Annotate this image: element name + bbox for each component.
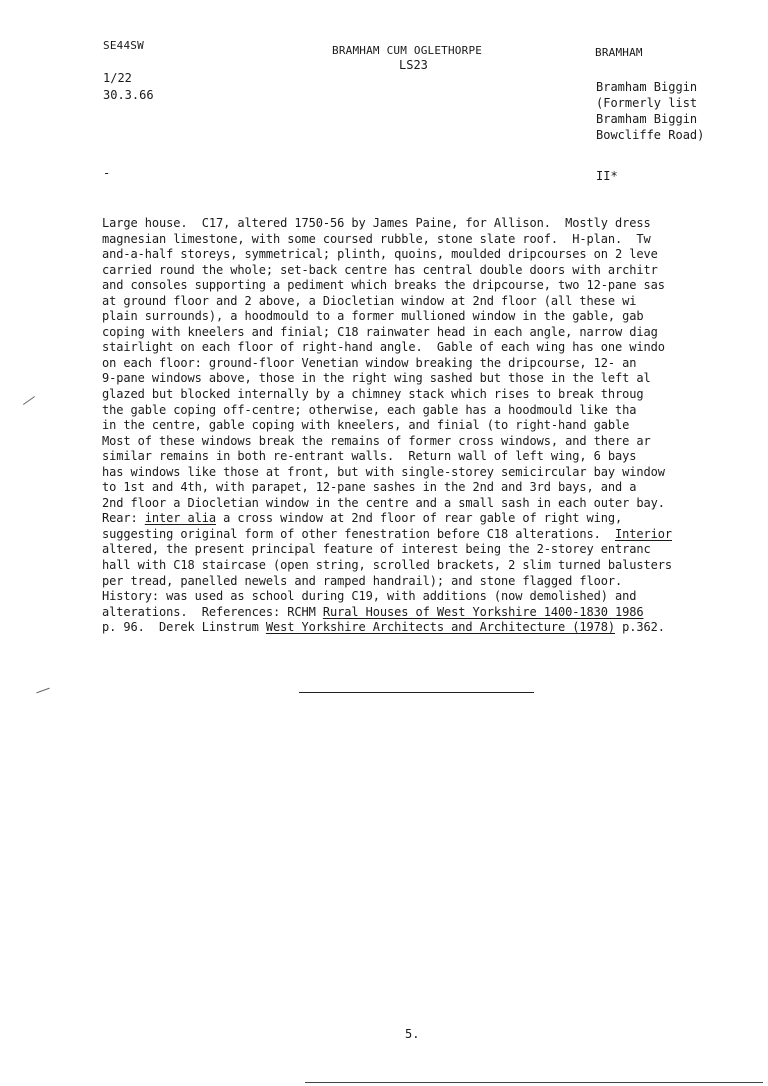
body-line: stairlight on each floor of right-hand angle. Gable of each wing has one windo [102,340,665,355]
body-line: 2nd floor a Diocletian window in the centre and a small sash in each outer bay. [102,495,665,510]
locality-name: BRAMHAM [595,46,643,59]
body-line: Large house. C17, altered 1750-56 by James Paine, for Allison. Mostly dress [102,216,651,230]
body-line: suggesting original form of other fenestration before C18 alterations. [102,526,615,541]
reference-title-rural-houses: Rural Houses of West Yorkshire 1400-1830 1986 [322,604,644,619]
body-line: hall with C18 staircase (open string, scrolled brackets, 2 slim turned balusters [102,558,672,573]
body-line: Rear: [102,511,145,526]
description-body [102,216,732,636]
body-line: the gable coping off-centre; otherwise, each gable has a hoodmould like tha [102,402,637,417]
body-line: carried round the whole; set-back centre has central double doors with architr [102,262,658,277]
address-line-2: (Formerly list [596,96,698,110]
body-line: to 1st and 4th, with parapet, 12-pane sashes in the 2nd and 3rd bays, and a [102,480,637,495]
body-line: glazed but blocked internally by a chimney stack which rises to break throug [102,387,644,402]
dash-mark: - [103,166,111,180]
scan-mark [23,396,35,405]
body-line: p. 96. Derek Linstrum [102,620,266,635]
body-line: History: was used as school during C19, with additions (now demolished) and [102,589,637,604]
body-line: plain surrounds), a hoodmould to a former mullioned window in the gable, gab [102,309,644,324]
list-date: 30.3.66 [103,88,154,102]
body-line: in the centre, gable coping with kneelers, and finial (to right-hand gable [102,418,630,433]
page-number: 5. [405,1027,420,1041]
body-line: has windows like those at front, but with single-storey semicircular bay window [102,464,665,479]
body-line: and consoles supporting a pediment which breaks the dripcourse, two 12-pane sas [102,278,665,293]
body-line: a cross window at 2nd floor of rear gable of right wing, [216,511,623,526]
section-divider [299,692,534,693]
body-line: similar remains in both re-entrant walls. Return wall of left wing, 6 bays [102,449,637,464]
list-number: 1/22 [103,71,132,85]
body-line: at ground floor and 2 above, a Diocletian window at 2nd floor (all these wi [102,293,637,308]
ref-code: SE44SW [103,39,144,52]
reference-title-architects: West Yorkshire Architects and Architecture (1978) [265,620,615,635]
body-line: alterations. References: RCHM [102,604,323,619]
body-line: per tread, panelled newels and ramped handrail); and stone flagged floor. [102,573,623,588]
bottom-edge-rule [305,1082,763,1083]
inter-alia-underlined: inter alia [144,511,216,526]
interior-underlined: Interior [614,526,672,541]
body-line: magnesian limestone, with some coursed rubble, stone slate roof. H-plan. Tw [102,231,651,246]
body-line: altered, the present principal feature of interest being the 2-storey entranc [102,542,651,557]
body-line: Most of these windows break the remains of former cross windows, and there ar [102,433,651,448]
body-line: coping with kneelers and finial; C18 rainwater head in each angle, narrow diag [102,324,658,339]
postcode: LS23 [399,58,428,72]
body-line: 9-pane windows above, those in the right wing sashed but those in the left al [102,371,651,386]
address-line-3: Bramham Biggin [596,112,698,126]
listing-grade: II* [596,169,618,183]
scan-mark [36,688,49,694]
parish-name: BRAMHAM CUM OGLETHORPE [332,44,483,57]
body-line: p.362. [614,620,665,635]
address-line-4: Bowcliffe Road) [596,128,705,142]
address-line-1: Bramham Biggin [596,80,698,94]
body-line: and-a-half storeys, symmetrical; plinth, quoins, moulded dripcourses on 2 leve [102,247,658,262]
body-line: on each floor: ground-floor Venetian window breaking the dripcourse, 12- an [102,355,637,370]
